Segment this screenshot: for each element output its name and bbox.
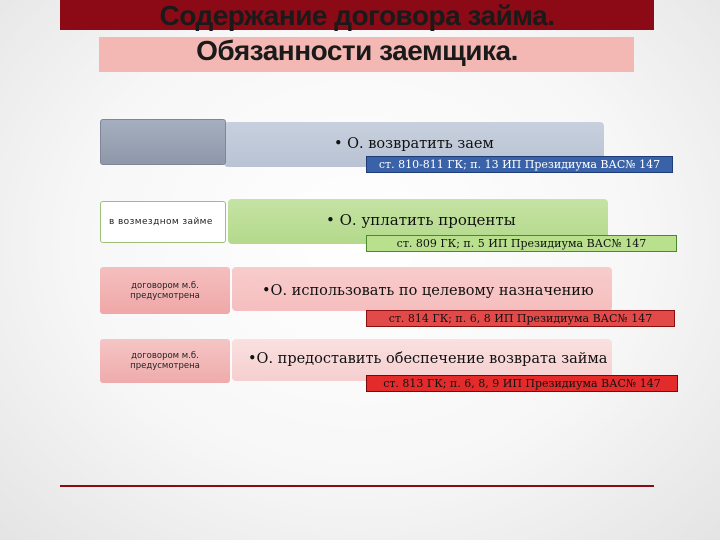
condition-label: договором м.б. предусмотрена <box>130 351 200 371</box>
condition-box-3 <box>100 267 230 314</box>
legal-reference-4: ст. 813 ГК; п. 6, 8, 9 ИП Президиума ВАС№ 147 <box>366 375 678 392</box>
condition-box-2 <box>100 201 226 243</box>
legal-reference-2: ст. 809 ГК; п. 5 ИП Президиума ВАС№ 147 <box>366 235 677 252</box>
title-line-1: Содержание договора займа. <box>159 0 555 31</box>
duty-text: • О. уплатить проценты <box>326 211 516 229</box>
condition-label: в возмездном займе <box>109 217 213 227</box>
duty-text: • О. возвратить заем <box>334 136 494 152</box>
legal-reference-3: ст. 814 ГК; п. 6, 8 ИП Президиума ВАС№ 147 <box>366 310 675 327</box>
condition-label: договором м.б. предусмотрена <box>130 280 200 301</box>
slide-title <box>60 0 654 68</box>
bottom-divider <box>60 485 654 487</box>
duty-text: •О. использовать по целевому назначению <box>262 283 594 299</box>
title-line-2: Обязанности заемщика. <box>196 35 518 66</box>
condition-box-1 <box>100 119 226 165</box>
duty-text: •О. предоставить обеспечение возврата займа <box>248 351 608 367</box>
condition-box-4 <box>100 339 230 383</box>
duty-box-purpose <box>232 267 612 311</box>
legal-reference-1: ст. 810-811 ГК; п. 13 ИП Президиума ВАС№ 147 <box>366 156 673 173</box>
